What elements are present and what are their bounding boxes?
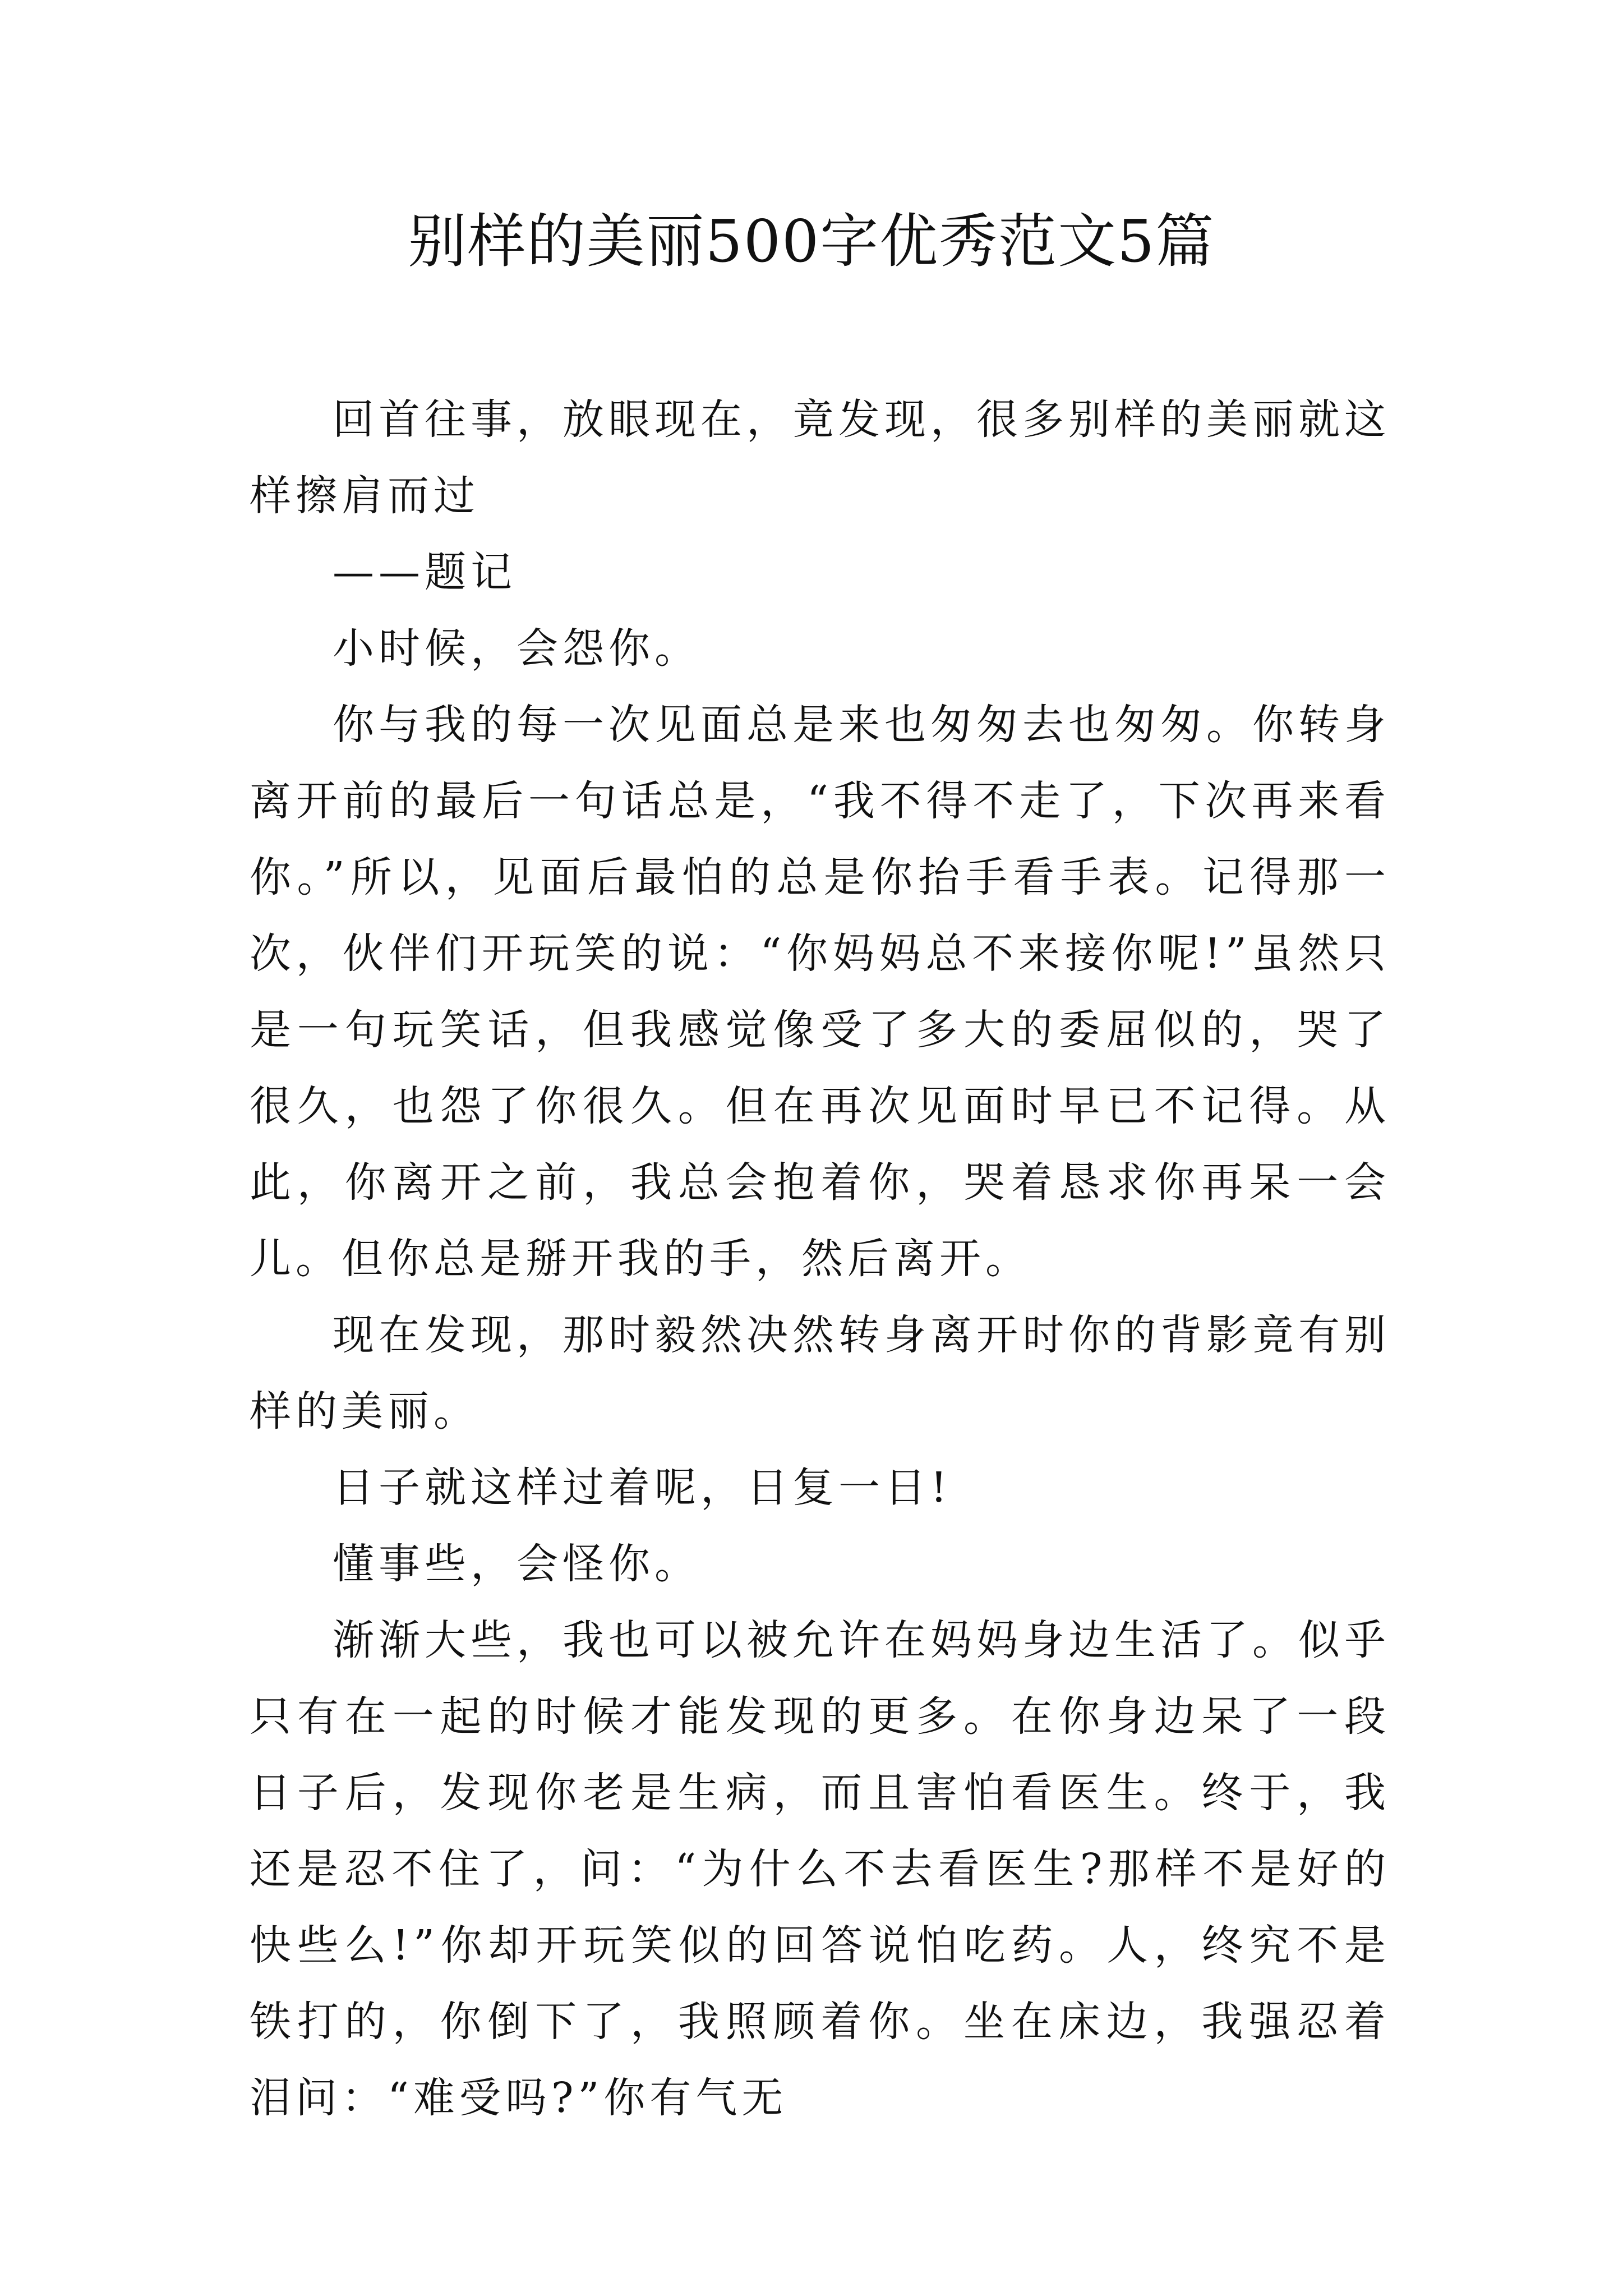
document-title: 别样的美丽500字优秀范文5篇 (408, 207, 1215, 275)
paragraph: 小时候，会怨你。 (333, 624, 700, 673)
paragraph: 现在发现，那时毅然决然转身离开时你的背影竟有别样的美丽。 (250, 1311, 1390, 1435)
document-body (250, 381, 1390, 2136)
paragraph-epigraph-attribution: ——题记 (333, 548, 517, 596)
paragraph-epigraph: 回首往事，放眼现在，竟发现，很多别样的美丽就这样擦肩而过 (250, 395, 1390, 520)
paragraph: 日子就这样过着呢，日复一日! (333, 1464, 952, 1512)
paragraph: 你与我的每一次见面总是来也匆匆去也匆匆。你转身离开前的最后一句话总是，“我不得不走了，下次再来看你。”所以，见面后最怕的总是你抬手看手表。记得那一次，伙伴们开玩笑的说：“你妈妈总不来接你呢!”虽然只是一句玩笑话，但我感觉像受了多大的委屈似的，哭了很久，也怨了你很久。但在再次见面时早已不记得。从此，你离开之前，我总会抱着你，哭着恳求你再呆一会儿。但你总是掰开我的手，然后离开。 (250, 701, 1390, 1283)
paragraph: 懂事些，会怪你。 (333, 1540, 700, 1588)
paragraph: 渐渐大些，我也可以被允许在妈妈身边生活了。似乎只有在一起的时候才能发现的更多。在你身边呆了一段日子后，发现你老是生病，而且害怕看医生。终于，我还是忍不住了，问：“为什么不去看医生?那样不是好的快些么!”你却开玩笑似的回答说怕吃药。人，终究不是铁打的，你倒下了，我照顾着你。坐在床边，我强忍着泪问：“难受吗?”你有气无 (250, 1616, 1390, 2122)
